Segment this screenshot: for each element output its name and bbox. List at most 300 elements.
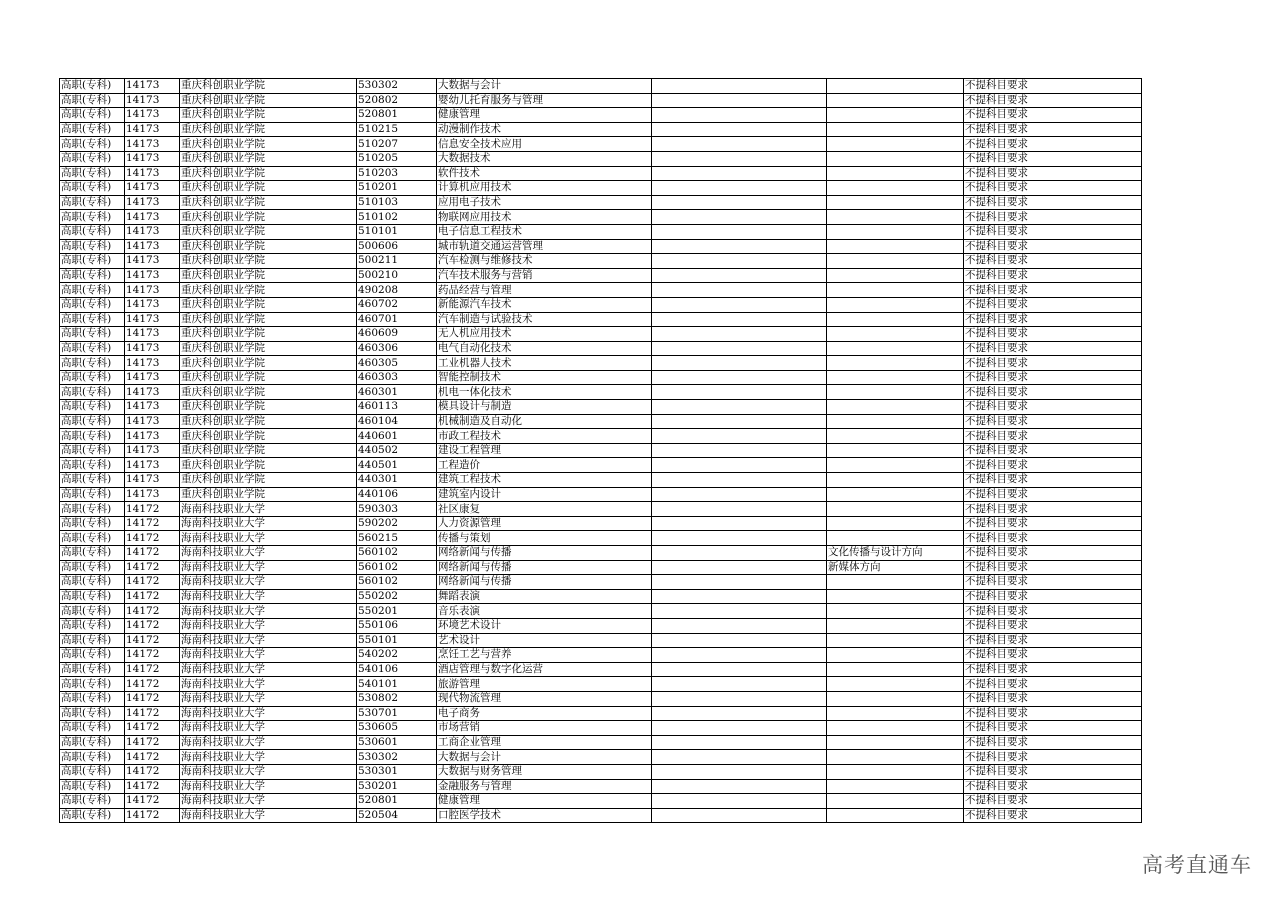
level-cell: 高职(专科): [60, 181, 125, 196]
note-cell: [652, 297, 827, 312]
school-name-cell: 海南科技职业大学: [180, 750, 357, 765]
major-code-cell: 520504: [357, 808, 437, 823]
table-row: [60, 400, 1142, 415]
major-name-cell: 计算机应用技术: [437, 181, 652, 196]
note-cell: [652, 546, 827, 561]
note-cell: [652, 691, 827, 706]
school-code-cell: 14172: [125, 589, 180, 604]
school-code-cell: 14172: [125, 764, 180, 779]
note-cell: [652, 268, 827, 283]
direction-cell: [827, 706, 964, 721]
table-row: [60, 166, 1142, 181]
note-cell: [652, 662, 827, 677]
school-name-cell: 海南科技职业大学: [180, 604, 357, 619]
school-code-cell: 14173: [125, 356, 180, 371]
major-code-cell: 440502: [357, 443, 437, 458]
subject-requirement-cell: 不提科目要求: [964, 79, 1142, 94]
major-name-cell: 汽车检测与维修技术: [437, 254, 652, 269]
level-cell: 高职(专科): [60, 560, 125, 575]
direction-cell: [827, 297, 964, 312]
school-name-cell: 重庆科创职业学院: [180, 224, 357, 239]
school-name-cell: 重庆科创职业学院: [180, 151, 357, 166]
school-name-cell: 重庆科创职业学院: [180, 268, 357, 283]
direction-cell: [827, 327, 964, 342]
note-cell: [652, 195, 827, 210]
major-name-cell: 工业机器人技术: [437, 356, 652, 371]
major-name-cell: 现代物流管理: [437, 691, 652, 706]
major-name-cell: 物联网应用技术: [437, 210, 652, 225]
table-row: [60, 93, 1142, 108]
major-name-cell: 舞蹈表演: [437, 589, 652, 604]
level-cell: 高职(专科): [60, 327, 125, 342]
note-cell: [652, 560, 827, 575]
major-code-cell: 560215: [357, 531, 437, 546]
table-row: [60, 575, 1142, 590]
major-code-cell: 530301: [357, 764, 437, 779]
table-row: [60, 502, 1142, 517]
direction-cell: [827, 414, 964, 429]
major-code-cell: 560102: [357, 575, 437, 590]
school-code-cell: 14173: [125, 443, 180, 458]
major-code-cell: 560102: [357, 546, 437, 561]
level-cell: 高职(专科): [60, 341, 125, 356]
table-row: [60, 254, 1142, 269]
table-row: [60, 297, 1142, 312]
level-cell: 高职(专科): [60, 662, 125, 677]
table-row: [60, 531, 1142, 546]
level-cell: 高职(专科): [60, 122, 125, 137]
subject-requirement-cell: 不提科目要求: [964, 312, 1142, 327]
major-code-cell: 510215: [357, 122, 437, 137]
school-name-cell: 海南科技职业大学: [180, 560, 357, 575]
level-cell: 高职(专科): [60, 312, 125, 327]
major-code-cell: 500606: [357, 239, 437, 254]
subject-requirement-cell: 不提科目要求: [964, 429, 1142, 444]
level-cell: 高职(专科): [60, 166, 125, 181]
subject-requirement-cell: 不提科目要求: [964, 794, 1142, 809]
note-cell: [652, 648, 827, 663]
major-code-cell: 530701: [357, 706, 437, 721]
major-code-cell: 530201: [357, 779, 437, 794]
level-cell: 高职(专科): [60, 370, 125, 385]
school-code-cell: 14172: [125, 662, 180, 677]
school-code-cell: 14172: [125, 516, 180, 531]
note-cell: [652, 677, 827, 692]
level-cell: 高职(专科): [60, 429, 125, 444]
school-name-cell: 重庆科创职业学院: [180, 356, 357, 371]
note-cell: [652, 385, 827, 400]
note-cell: [652, 137, 827, 152]
level-cell: 高职(专科): [60, 224, 125, 239]
school-name-cell: 海南科技职业大学: [180, 779, 357, 794]
subject-requirement-cell: 不提科目要求: [964, 487, 1142, 502]
subject-requirement-cell: 不提科目要求: [964, 473, 1142, 488]
school-code-cell: 14172: [125, 691, 180, 706]
note-cell: [652, 327, 827, 342]
table-row: [60, 560, 1142, 575]
level-cell: 高职(专科): [60, 414, 125, 429]
major-name-cell: 人力资源管理: [437, 516, 652, 531]
school-name-cell: 重庆科创职业学院: [180, 122, 357, 137]
major-name-cell: 大数据与财务管理: [437, 764, 652, 779]
direction-cell: [827, 400, 964, 415]
direction-cell: [827, 312, 964, 327]
direction-cell: [827, 239, 964, 254]
note-cell: [652, 516, 827, 531]
school-name-cell: 海南科技职业大学: [180, 691, 357, 706]
note-cell: [652, 604, 827, 619]
direction-cell: [827, 487, 964, 502]
level-cell: 高职(专科): [60, 764, 125, 779]
school-name-cell: 海南科技职业大学: [180, 662, 357, 677]
major-name-cell: 口腔医学技术: [437, 808, 652, 823]
level-cell: 高职(专科): [60, 443, 125, 458]
note-cell: [652, 531, 827, 546]
major-code-cell: 510101: [357, 224, 437, 239]
note-cell: [652, 750, 827, 765]
level-cell: 高职(专科): [60, 283, 125, 298]
school-code-cell: 14173: [125, 268, 180, 283]
school-name-cell: 海南科技职业大学: [180, 764, 357, 779]
school-code-cell: 14172: [125, 677, 180, 692]
direction-cell: [827, 516, 964, 531]
school-name-cell: 海南科技职业大学: [180, 575, 357, 590]
subject-requirement-cell: 不提科目要求: [964, 560, 1142, 575]
school-code-cell: 14172: [125, 706, 180, 721]
table-row: [60, 677, 1142, 692]
major-name-cell: 机电一体化技术: [437, 385, 652, 400]
school-name-cell: 重庆科创职业学院: [180, 254, 357, 269]
school-code-cell: 14173: [125, 137, 180, 152]
major-code-cell: 540202: [357, 648, 437, 663]
school-name-cell: 重庆科创职业学院: [180, 443, 357, 458]
school-code-cell: 14172: [125, 808, 180, 823]
major-name-cell: 建筑工程技术: [437, 473, 652, 488]
level-cell: 高职(专科): [60, 151, 125, 166]
school-name-cell: 海南科技职业大学: [180, 618, 357, 633]
table-row: [60, 385, 1142, 400]
subject-requirement-cell: 不提科目要求: [964, 691, 1142, 706]
school-name-cell: 重庆科创职业学院: [180, 414, 357, 429]
level-cell: 高职(专科): [60, 79, 125, 94]
school-name-cell: 重庆科创职业学院: [180, 370, 357, 385]
direction-cell: [827, 575, 964, 590]
level-cell: 高职(专科): [60, 195, 125, 210]
table-row: [60, 356, 1142, 371]
note-cell: [652, 575, 827, 590]
major-name-cell: 烹饪工艺与营养: [437, 648, 652, 663]
school-name-cell: 重庆科创职业学院: [180, 108, 357, 123]
direction-cell: [827, 662, 964, 677]
subject-requirement-cell: 不提科目要求: [964, 341, 1142, 356]
subject-requirement-cell: 不提科目要求: [964, 531, 1142, 546]
major-code-cell: 530601: [357, 735, 437, 750]
school-code-cell: 14173: [125, 429, 180, 444]
direction-cell: [827, 93, 964, 108]
table-row: [60, 224, 1142, 239]
subject-requirement-cell: 不提科目要求: [964, 779, 1142, 794]
direction-cell: [827, 750, 964, 765]
school-code-cell: 14172: [125, 794, 180, 809]
school-code-cell: 14172: [125, 531, 180, 546]
school-code-cell: 14172: [125, 502, 180, 517]
note-cell: [652, 370, 827, 385]
table-row: [60, 633, 1142, 648]
note-cell: [652, 779, 827, 794]
level-cell: 高职(专科): [60, 575, 125, 590]
school-code-cell: 14173: [125, 297, 180, 312]
school-name-cell: 重庆科创职业学院: [180, 166, 357, 181]
major-name-cell: 婴幼儿托育服务与管理: [437, 93, 652, 108]
direction-cell: [827, 618, 964, 633]
subject-requirement-cell: 不提科目要求: [964, 268, 1142, 283]
note-cell: [652, 224, 827, 239]
major-code-cell: 510207: [357, 137, 437, 152]
level-cell: 高职(专科): [60, 385, 125, 400]
major-name-cell: 电子商务: [437, 706, 652, 721]
subject-requirement-cell: 不提科目要求: [964, 633, 1142, 648]
school-name-cell: 海南科技职业大学: [180, 633, 357, 648]
subject-requirement-cell: 不提科目要求: [964, 385, 1142, 400]
note-cell: [652, 458, 827, 473]
school-code-cell: 14173: [125, 254, 180, 269]
subject-requirement-cell: 不提科目要求: [964, 151, 1142, 166]
subject-requirement-cell: 不提科目要求: [964, 589, 1142, 604]
school-name-cell: 海南科技职业大学: [180, 648, 357, 663]
major-code-cell: 460702: [357, 297, 437, 312]
school-code-cell: 14173: [125, 400, 180, 415]
major-code-cell: 460113: [357, 400, 437, 415]
school-name-cell: 海南科技职业大学: [180, 531, 357, 546]
school-name-cell: 重庆科创职业学院: [180, 93, 357, 108]
subject-requirement-cell: 不提科目要求: [964, 721, 1142, 736]
direction-cell: [827, 808, 964, 823]
direction-cell: [827, 721, 964, 736]
major-code-cell: 510205: [357, 151, 437, 166]
data-table: [59, 78, 1142, 823]
major-name-cell: 信息安全技术应用: [437, 137, 652, 152]
note-cell: [652, 735, 827, 750]
level-cell: 高职(专科): [60, 589, 125, 604]
subject-requirement-cell: 不提科目要求: [964, 181, 1142, 196]
school-code-cell: 14173: [125, 327, 180, 342]
subject-requirement-cell: 不提科目要求: [964, 108, 1142, 123]
major-name-cell: 建筑室内设计: [437, 487, 652, 502]
table-row: [60, 779, 1142, 794]
subject-requirement-cell: 不提科目要求: [964, 195, 1142, 210]
note-cell: [652, 239, 827, 254]
school-code-cell: 14173: [125, 195, 180, 210]
table-row: [60, 268, 1142, 283]
school-code-cell: 14172: [125, 546, 180, 561]
major-code-cell: 530302: [357, 79, 437, 94]
direction-cell: 文化传播与设计方向: [827, 546, 964, 561]
major-name-cell: 机械制造及自动化: [437, 414, 652, 429]
major-code-cell: 460303: [357, 370, 437, 385]
direction-cell: [827, 181, 964, 196]
major-name-cell: 健康管理: [437, 108, 652, 123]
school-name-cell: 海南科技职业大学: [180, 735, 357, 750]
direction-cell: [827, 137, 964, 152]
direction-cell: [827, 735, 964, 750]
major-code-cell: 560102: [357, 560, 437, 575]
major-name-cell: 金融服务与管理: [437, 779, 652, 794]
major-code-cell: 510203: [357, 166, 437, 181]
direction-cell: [827, 633, 964, 648]
note-cell: [652, 414, 827, 429]
major-name-cell: 传播与策划: [437, 531, 652, 546]
subject-requirement-cell: 不提科目要求: [964, 414, 1142, 429]
note-cell: [652, 400, 827, 415]
table-row: [60, 312, 1142, 327]
direction-cell: [827, 443, 964, 458]
school-code-cell: 14172: [125, 575, 180, 590]
note-cell: [652, 706, 827, 721]
level-cell: 高职(专科): [60, 210, 125, 225]
table-row: [60, 429, 1142, 444]
major-code-cell: 540106: [357, 662, 437, 677]
note-cell: [652, 589, 827, 604]
subject-requirement-cell: 不提科目要求: [964, 210, 1142, 225]
direction-cell: [827, 122, 964, 137]
major-name-cell: 艺术设计: [437, 633, 652, 648]
school-code-cell: 14173: [125, 414, 180, 429]
note-cell: [652, 122, 827, 137]
major-name-cell: 社区康复: [437, 502, 652, 517]
major-code-cell: 440601: [357, 429, 437, 444]
direction-cell: [827, 195, 964, 210]
school-name-cell: 重庆科创职业学院: [180, 458, 357, 473]
major-code-cell: 530302: [357, 750, 437, 765]
note-cell: [652, 79, 827, 94]
school-code-cell: 14172: [125, 779, 180, 794]
school-code-cell: 14173: [125, 122, 180, 137]
major-name-cell: 网络新闻与传播: [437, 575, 652, 590]
school-name-cell: 重庆科创职业学院: [180, 473, 357, 488]
school-name-cell: 重庆科创职业学院: [180, 327, 357, 342]
direction-cell: [827, 356, 964, 371]
school-name-cell: 重庆科创职业学院: [180, 239, 357, 254]
direction-cell: [827, 283, 964, 298]
direction-cell: [827, 531, 964, 546]
level-cell: 高职(专科): [60, 400, 125, 415]
note-cell: [652, 473, 827, 488]
school-code-cell: 14173: [125, 210, 180, 225]
school-code-cell: 14173: [125, 385, 180, 400]
level-cell: 高职(专科): [60, 750, 125, 765]
major-name-cell: 电气自动化技术: [437, 341, 652, 356]
direction-cell: [827, 794, 964, 809]
school-code-cell: 14173: [125, 108, 180, 123]
table-row: [60, 181, 1142, 196]
level-cell: 高职(专科): [60, 633, 125, 648]
level-cell: 高职(专科): [60, 516, 125, 531]
major-code-cell: 490208: [357, 283, 437, 298]
note-cell: [652, 108, 827, 123]
major-name-cell: 健康管理: [437, 794, 652, 809]
school-name-cell: 重庆科创职业学院: [180, 181, 357, 196]
subject-requirement-cell: 不提科目要求: [964, 400, 1142, 415]
table-row: [60, 210, 1142, 225]
direction-cell: [827, 473, 964, 488]
table-row: [60, 706, 1142, 721]
level-cell: 高职(专科): [60, 458, 125, 473]
subject-requirement-cell: 不提科目要求: [964, 662, 1142, 677]
subject-requirement-cell: 不提科目要求: [964, 254, 1142, 269]
school-code-cell: 14173: [125, 312, 180, 327]
subject-requirement-cell: 不提科目要求: [964, 327, 1142, 342]
subject-requirement-cell: 不提科目要求: [964, 575, 1142, 590]
note-cell: [652, 93, 827, 108]
level-cell: 高职(专科): [60, 779, 125, 794]
major-code-cell: 550106: [357, 618, 437, 633]
major-code-cell: 520802: [357, 93, 437, 108]
school-code-cell: 14173: [125, 487, 180, 502]
table-row: [60, 618, 1142, 633]
note-cell: [652, 283, 827, 298]
school-code-cell: 14172: [125, 633, 180, 648]
level-cell: 高职(专科): [60, 604, 125, 619]
note-cell: [652, 764, 827, 779]
major-name-cell: 旅游管理: [437, 677, 652, 692]
school-code-cell: 14173: [125, 151, 180, 166]
school-name-cell: 海南科技职业大学: [180, 721, 357, 736]
major-name-cell: 环境艺术设计: [437, 618, 652, 633]
level-cell: 高职(专科): [60, 677, 125, 692]
school-code-cell: 14172: [125, 735, 180, 750]
school-code-cell: 14173: [125, 93, 180, 108]
table-row: [60, 195, 1142, 210]
major-name-cell: 大数据与会计: [437, 750, 652, 765]
level-cell: 高职(专科): [60, 93, 125, 108]
school-name-cell: 重庆科创职业学院: [180, 429, 357, 444]
major-name-cell: 市场营销: [437, 721, 652, 736]
school-name-cell: 重庆科创职业学院: [180, 283, 357, 298]
table-row: [60, 414, 1142, 429]
direction-cell: [827, 677, 964, 692]
table-row: [60, 546, 1142, 561]
direction-cell: [827, 224, 964, 239]
major-code-cell: 500210: [357, 268, 437, 283]
subject-requirement-cell: 不提科目要求: [964, 604, 1142, 619]
major-name-cell: 市政工程技术: [437, 429, 652, 444]
subject-requirement-cell: 不提科目要求: [964, 458, 1142, 473]
school-name-cell: 海南科技职业大学: [180, 502, 357, 517]
school-name-cell: 海南科技职业大学: [180, 794, 357, 809]
note-cell: [652, 794, 827, 809]
direction-cell: [827, 648, 964, 663]
level-cell: 高职(专科): [60, 487, 125, 502]
level-cell: 高职(专科): [60, 502, 125, 517]
major-code-cell: 590303: [357, 502, 437, 517]
major-name-cell: 网络新闻与传播: [437, 560, 652, 575]
level-cell: 高职(专科): [60, 648, 125, 663]
school-name-cell: 海南科技职业大学: [180, 546, 357, 561]
major-name-cell: 模具设计与制造: [437, 400, 652, 415]
subject-requirement-cell: 不提科目要求: [964, 166, 1142, 181]
note-cell: [652, 487, 827, 502]
subject-requirement-cell: 不提科目要求: [964, 706, 1142, 721]
subject-requirement-cell: 不提科目要求: [964, 224, 1142, 239]
major-name-cell: 药品经营与管理: [437, 283, 652, 298]
school-code-cell: 14172: [125, 560, 180, 575]
direction-cell: [827, 604, 964, 619]
school-code-cell: 14173: [125, 79, 180, 94]
table-row: [60, 327, 1142, 342]
level-cell: 高职(专科): [60, 706, 125, 721]
table-row: [60, 239, 1142, 254]
level-cell: 高职(专科): [60, 108, 125, 123]
